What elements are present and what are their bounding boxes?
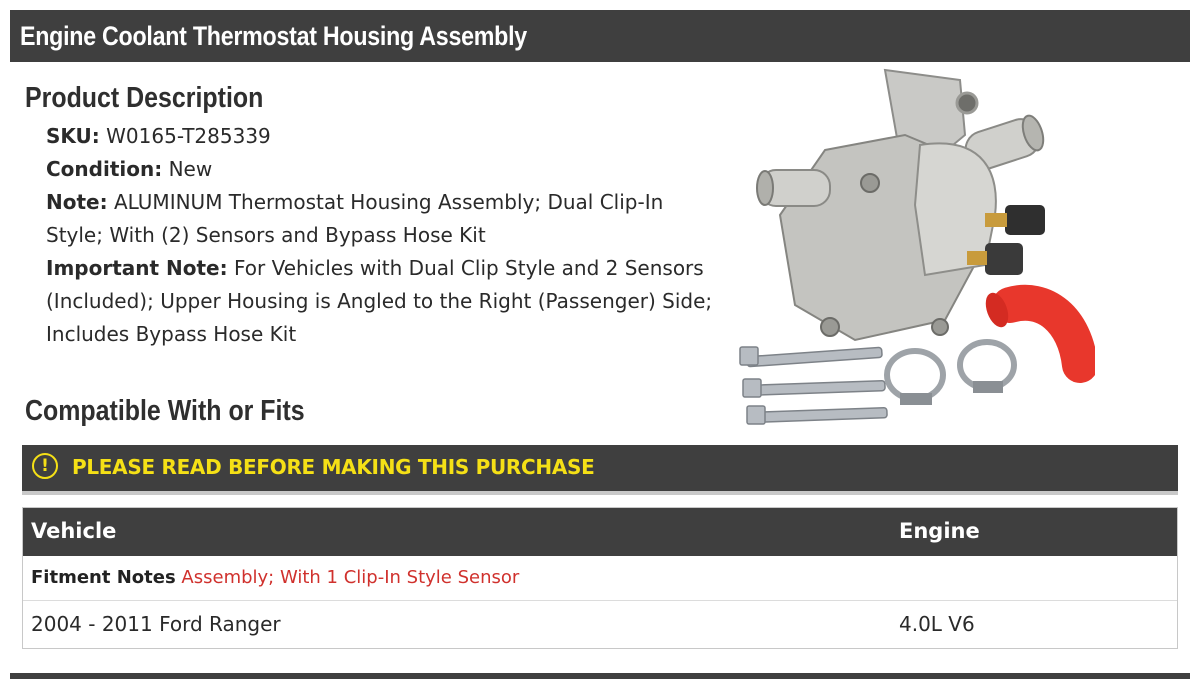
product-description <box>46 120 726 351</box>
product-image <box>735 65 1095 435</box>
product-description-heading: Product Description <box>25 82 264 114</box>
title-bar <box>10 10 1190 62</box>
table-header <box>23 508 1177 556</box>
note-label: Note: <box>46 190 108 214</box>
exclamation-icon: ! <box>32 453 58 479</box>
note-row <box>46 186 726 252</box>
important-note-value: For Vehicles with Dual Clip Style and 2 Sensors (Included); Upper Housing is Angled to the Right (Passenger) Side; Includes Bypass Hose Kit <box>46 256 713 346</box>
condition-value: New <box>168 157 213 181</box>
sku-value: W0165-T285339 <box>106 124 271 148</box>
fitment-notes-label: Fitment Notes <box>31 567 176 588</box>
page-title: Engine Coolant Thermostat Housing Assembly <box>20 21 527 51</box>
purchase-warning-banner <box>22 445 1178 495</box>
fitment-table <box>22 507 1178 649</box>
important-note-label: Important Note: <box>46 256 228 280</box>
important-note-row <box>46 252 726 351</box>
warning-text: PLEASE READ BEFORE MAKING THIS PURCHASE <box>72 455 595 479</box>
table-row <box>23 601 1177 648</box>
engine-cell: 4.0L V6 <box>899 612 975 636</box>
vehicle-column-header: Vehicle <box>31 519 117 543</box>
fitment-notes-wrap <box>31 567 519 588</box>
fitment-notes-row <box>23 556 1177 601</box>
compatibility-heading: Compatible With or Fits <box>25 395 305 427</box>
sku-row <box>46 120 726 153</box>
bolts <box>740 347 887 424</box>
sku-label: SKU: <box>46 124 100 148</box>
engine-column-header: Engine <box>899 519 980 543</box>
condition-row <box>46 153 726 186</box>
fitment-notes-value: Assembly; With 1 Clip-In Style Sensor <box>181 567 520 588</box>
bottom-divider <box>10 673 1190 679</box>
condition-label: Condition: <box>46 157 163 181</box>
vehicle-cell: 2004 - 2011 Ford Ranger <box>31 612 281 636</box>
note-value: ALUMINUM Thermostat Housing Assembly; Dual Clip-In Style; With (2) Sensors and Bypass Hose Kit <box>46 190 664 247</box>
